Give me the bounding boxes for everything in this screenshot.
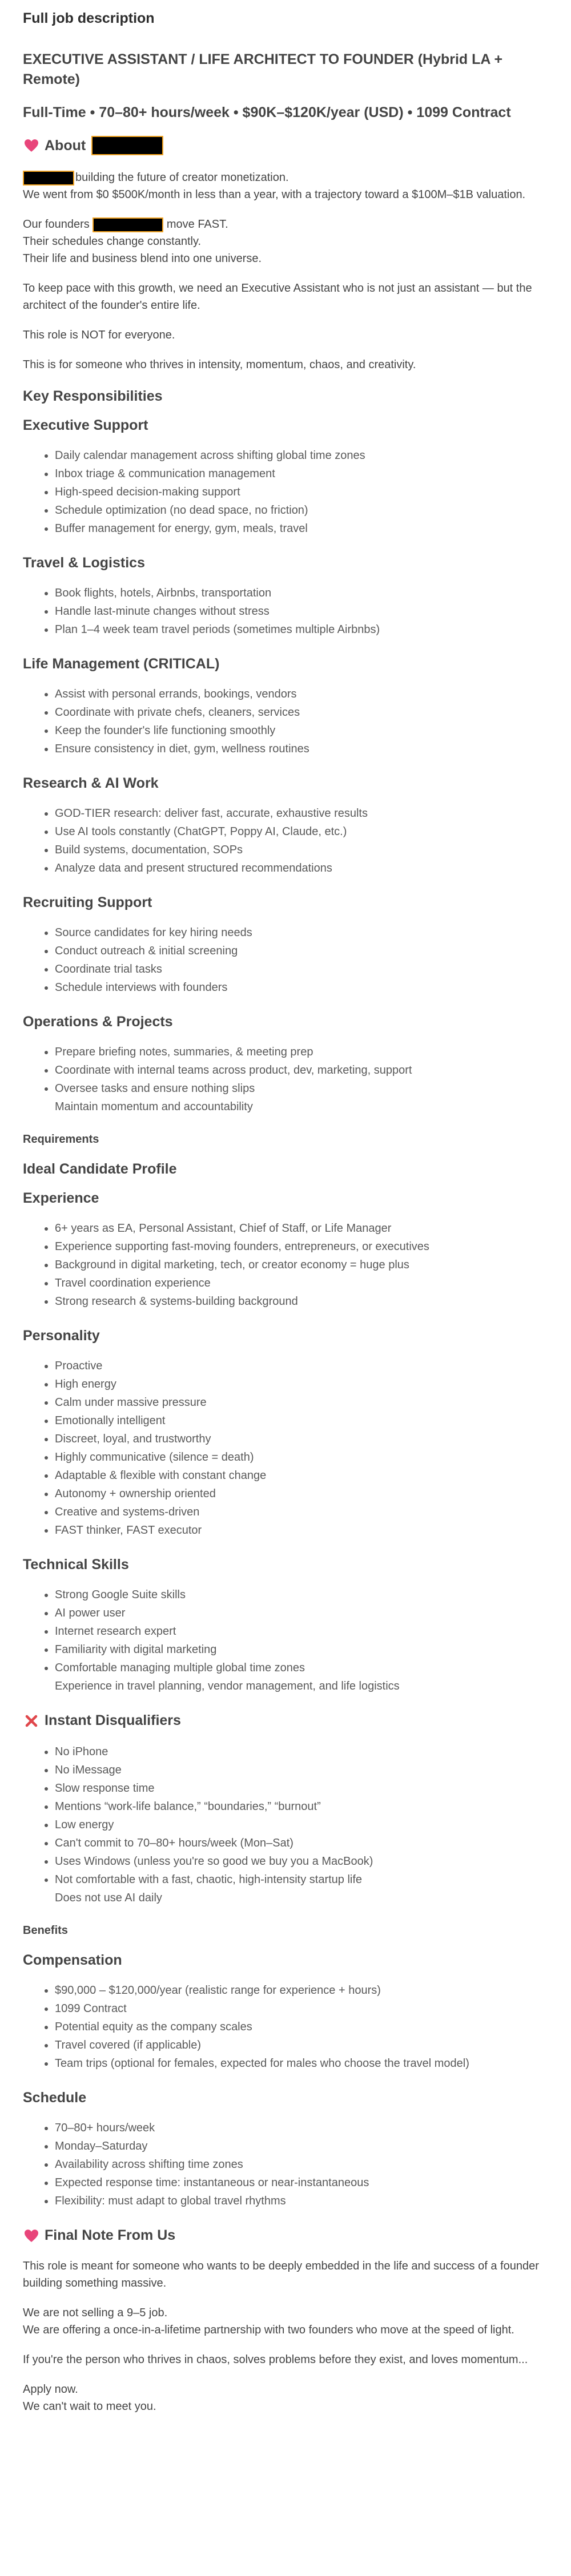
list-item: • Proactive (55, 1357, 548, 1375)
founders-suffix: move FAST. (166, 218, 228, 231)
list-item: • $90,000 – $120,000/year (realistic range for experience + hours) (55, 1981, 548, 1999)
list-item: • Internet research expert (55, 1622, 548, 1640)
list-item: • Availability across shifting time zones (55, 2155, 548, 2174)
founders-line3: Their life and business blend into one universe. (23, 252, 262, 265)
list-item: • Book flights, hotels, Airbnbs, transportation (55, 584, 548, 602)
heart-icon (23, 2229, 40, 2243)
disqualifiers-heading (23, 1712, 548, 1729)
list-item: • Use AI tools constantly (ChatGPT, Poppy AI, Claude, etc.) (55, 823, 548, 841)
redacted-company-name (91, 136, 163, 155)
list-item-tail: Experience in travel planning, vendor management, and life logistics (55, 1680, 400, 1692)
ideal-profile-heading: Ideal Candidate Profile (23, 1161, 177, 1177)
list-item: • High energy (55, 1375, 548, 1393)
about-not-for-everyone: This role is NOT for everyone. (23, 329, 175, 341)
final-note-p1: This role is meant for someone who wants to be deeply embedded in the life and success of a founder building something massive. (23, 2260, 539, 2289)
list-item: • 1099 Contract (55, 1999, 548, 2018)
section-title: Operations & Projects (23, 1014, 173, 1030)
disqualifiers-list (23, 1743, 548, 1889)
list-item: • Inbox triage & communication management (55, 465, 548, 483)
list-item: • Coordinate with internal teams across product, dev, marketing, support (55, 1061, 548, 1079)
research-ai-list (23, 804, 548, 877)
section-title: Compensation (23, 1952, 122, 1968)
section-title: Personality (23, 1328, 100, 1344)
list-item: • Calm under massive pressure (55, 1393, 548, 1412)
final-note-p2-line1: We are not selling a 9–5 job. (23, 2307, 168, 2319)
list-item: • Schedule interviews with founders (55, 978, 548, 997)
heart-icon (23, 139, 40, 152)
list-item: • Uses Windows (unless you're so good we buy you a MacBook) (55, 1852, 548, 1870)
list-item: • Handle last-minute changes without stress (55, 602, 548, 620)
cross-mark-icon (23, 1714, 40, 1728)
section-title: Technical Skills (23, 1557, 129, 1573)
disqualifiers-heading-label: Instant Disqualifiers (45, 1712, 181, 1728)
requirements-label: Requirements (23, 1133, 99, 1146)
section-title: Experience (23, 1190, 99, 1206)
final-note-p4 (23, 2381, 548, 2415)
list-item: • Monday–Saturday (55, 2137, 548, 2155)
list-item: • Slow response time (55, 1779, 548, 1797)
final-note-p4-line1: Apply now. (23, 2383, 78, 2396)
list-item: • Assist with personal errands, bookings, vendors (55, 685, 548, 703)
list-item: • Strong Google Suite skills (55, 1586, 548, 1604)
section-title: Life Management (CRITICAL) (23, 656, 220, 672)
list-item: • Low energy (55, 1816, 548, 1834)
about-heading (23, 136, 548, 155)
list-item: • Adaptable & flexible with constant change (55, 1466, 548, 1485)
list-item: • Oversee tasks and ensure nothing slips (55, 1079, 548, 1098)
about-intro-line1: building the future of creator monetization. (75, 171, 289, 184)
list-item: • Mentions “work-life balance,” “boundaries,” “burnout” (55, 1797, 548, 1816)
list-item: • Can't commit to 70–80+ hours/week (Mon–Sat) (55, 1834, 548, 1852)
section-title: Recruiting Support (23, 894, 152, 910)
about-founders (23, 216, 548, 267)
list-item: • Travel coordination experience (55, 1274, 548, 1292)
about-intro-line2: We went from $0 $500K/month in less than a year, with a trajectory toward a $100M–$1B valuation. (23, 188, 526, 201)
final-note-heading (23, 2227, 548, 2244)
list-item: • Creative and systems-driven (55, 1503, 548, 1521)
section-title: Schedule (23, 2090, 87, 2106)
compensation-list (23, 1981, 548, 2073)
list-item: • FAST thinker, FAST executor (55, 1521, 548, 1539)
benefits-label: Benefits (23, 1924, 68, 1937)
founders-line2: Their schedules change constantly. (23, 235, 202, 248)
list-item: • Prepare briefing notes, summaries, & meeting prep (55, 1043, 548, 1061)
list-item: • AI power user (55, 1604, 548, 1622)
list-item: • Keep the founder's life functioning smoothly (55, 721, 548, 740)
life-management-list (23, 685, 548, 758)
list-item: • Autonomy + ownership oriented (55, 1485, 548, 1503)
final-note-heading-label: Final Note From Us (45, 2227, 176, 2243)
list-item: • Schedule optimization (no dead space, no friction) (55, 501, 548, 519)
list-item: • Emotionally intelligent (55, 1412, 548, 1430)
section-title: Research & AI Work (23, 775, 159, 791)
travel-logistics-list (23, 584, 548, 639)
about-thrives: This is for someone who thrives in intensity, momentum, chaos, and creativity. (23, 358, 416, 371)
list-item: • Experience supporting fast-moving founders, entrepreneurs, or executives (55, 1237, 548, 1256)
list-item: • GOD-TIER research: deliver fast, accurate, exhaustive results (55, 804, 548, 823)
list-item: • Coordinate with private chefs, cleaners, services (55, 703, 548, 721)
list-item: • No iMessage (55, 1761, 548, 1779)
about-growth: To keep pace with this growth, we need an Executive Assistant who is not just an assistant — but the architect of the founder's entire life. (23, 282, 532, 312)
operations-projects-list (23, 1043, 548, 1098)
list-item: • Coordinate trial tasks (55, 960, 548, 978)
recruiting-support-list (23, 924, 548, 997)
list-item: • Daily calendar management across shifting global time zones (55, 446, 548, 465)
final-note-p2 (23, 2304, 548, 2339)
list-item: • 6+ years as EA, Personal Assistant, Chief of Staff, or Life Manager (55, 1219, 548, 1237)
list-item: • Background in digital marketing, tech, or creator economy = huge plus (55, 1256, 548, 1274)
section-title: Executive Support (23, 417, 148, 433)
section-title: Travel & Logistics (23, 555, 145, 571)
schedule-list (23, 2119, 548, 2210)
final-note-p4-line2: We can't wait to meet you. (23, 2400, 156, 2413)
redacted-founder-names (93, 217, 163, 232)
list-item: • Analyze data and present structured recommendations (55, 859, 548, 877)
list-item: • Travel covered (if applicable) (55, 2036, 548, 2054)
final-note-p3: If you're the person who thrives in chaos, solves problems before they exist, and loves momentum... (23, 2353, 528, 2366)
list-item: • Flexibility: must adapt to global travel rhythms (55, 2192, 548, 2210)
list-item: • Build systems, documentation, SOPs (55, 841, 548, 859)
list-item: • Plan 1–4 week team travel periods (sometimes multiple Airbnbs) (55, 620, 548, 639)
job-meta-line: Full-Time • 70–80+ hours/week • $90K–$120K/year (USD) • 1099 Contract (23, 104, 511, 120)
about-intro (23, 169, 548, 203)
list-item: • Team trips (optional for females, expected for males who choose the travel model) (55, 2054, 548, 2073)
redacted-company-name (23, 171, 74, 186)
list-item: • High-speed decision-making support (55, 483, 548, 501)
technical-skills-list (23, 1586, 548, 1677)
list-item: • Highly communicative (silence = death) (55, 1448, 548, 1466)
list-item: • Familiarity with digital marketing (55, 1640, 548, 1659)
list-item: • Not comfortable with a fast, chaotic, high-intensity startup life (55, 1870, 548, 1889)
list-item-tail: Maintain momentum and accountability (55, 1100, 253, 1113)
list-item: • 70–80+ hours/week (55, 2119, 548, 2137)
list-item: • Discreet, loyal, and trustworthy (55, 1430, 548, 1448)
list-item: • Expected response time: instantaneous or near-instantaneous (55, 2174, 548, 2192)
personality-list (23, 1357, 548, 1539)
list-item-tail: Does not use AI daily (55, 1892, 162, 1904)
page-title: Full job description (23, 10, 155, 26)
list-item: • No iPhone (55, 1743, 548, 1761)
founders-prefix: Our founders (23, 218, 90, 231)
list-item: • Potential equity as the company scales (55, 2018, 548, 2036)
about-heading-label: About (45, 137, 86, 154)
list-item: • Source candidates for key hiring needs (55, 924, 548, 942)
key-responsibilities-heading: Key Responsibilities (23, 388, 163, 404)
executive-support-list (23, 446, 548, 538)
list-item: • Conduct outreach & initial screening (55, 942, 548, 960)
experience-list (23, 1219, 548, 1311)
final-note-p2-line2: We are offering a once-in-a-lifetime partnership with two founders who move at the speed of light. (23, 2324, 514, 2336)
list-item: • Strong research & systems-building background (55, 1292, 548, 1311)
job-title: EXECUTIVE ASSISTANT / LIFE ARCHITECT TO FOUNDER (Hybrid LA + Remote) (23, 51, 503, 87)
list-item: • Ensure consistency in diet, gym, wellness routines (55, 740, 548, 758)
list-item: • Buffer management for energy, gym, meals, travel (55, 519, 548, 538)
list-item: • Comfortable managing multiple global time zones (55, 1659, 548, 1677)
